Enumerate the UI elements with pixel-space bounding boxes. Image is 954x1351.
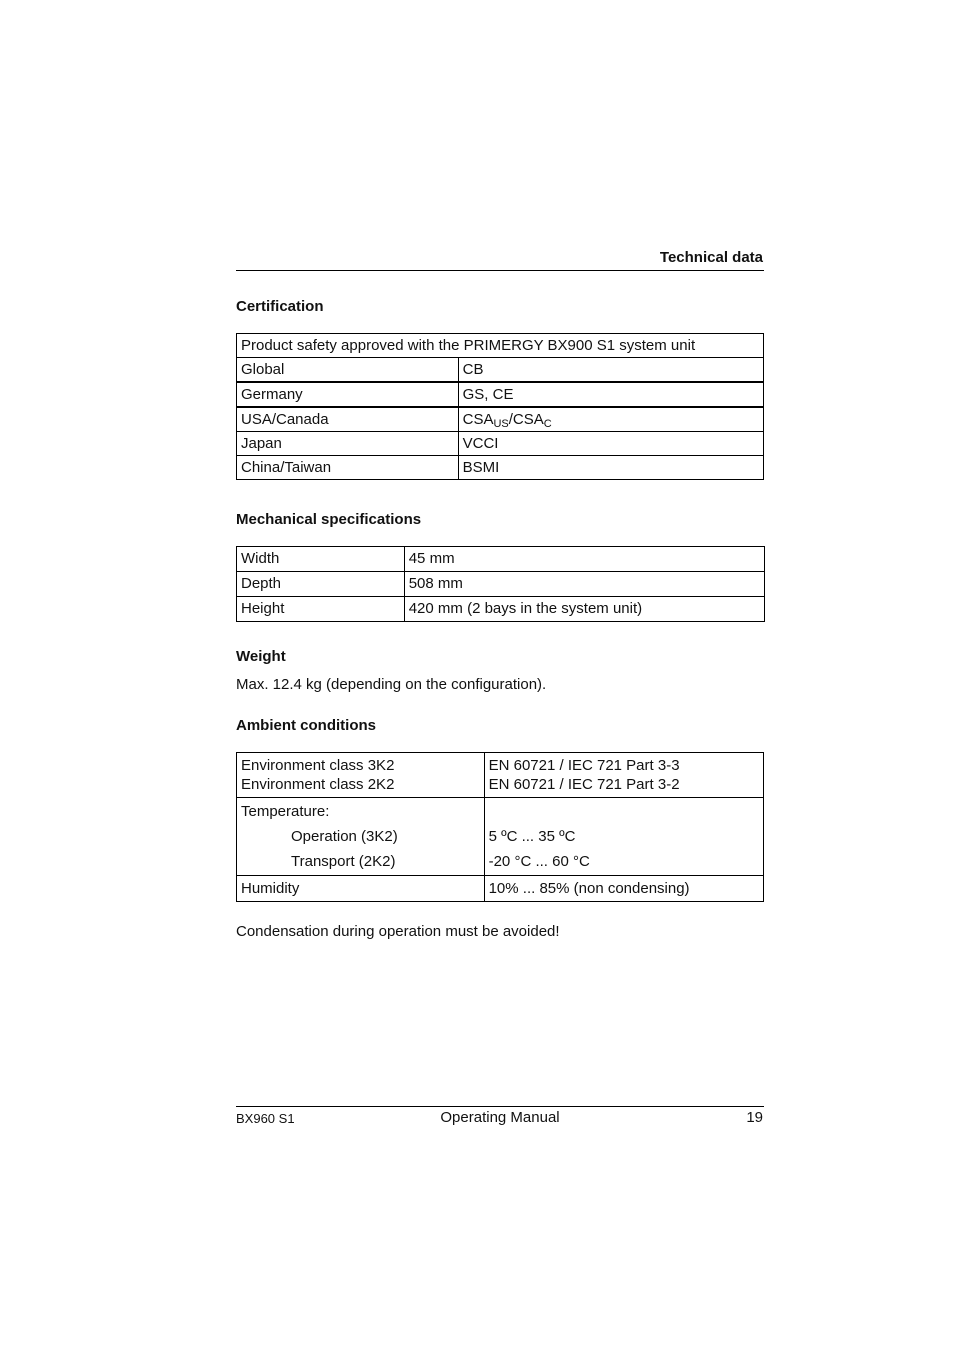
cert-value: VCCI <box>458 432 763 456</box>
weight-heading: Weight <box>236 648 286 665</box>
cert-value: CB <box>458 358 763 383</box>
ambient-class-cell <box>237 753 485 798</box>
table-row <box>237 597 765 622</box>
operation-value: 5 ºC ... 35 ºC <box>488 828 576 845</box>
env-class-line: Environment class 3K2 <box>241 757 395 774</box>
mech-value: 45 mm <box>404 547 764 572</box>
footer-rule <box>236 1106 764 1107</box>
mechanical-heading: Mechanical specifications <box>236 511 422 528</box>
humidity-label: Humidity <box>237 876 485 902</box>
page-number: 19 <box>746 1109 763 1126</box>
footer-product: BX960 S1 <box>236 1111 295 1126</box>
mech-label: Depth <box>237 572 405 597</box>
certification-heading: Certification <box>236 298 324 315</box>
operation-label: Operation (3K2) <box>291 828 398 845</box>
table-row <box>237 798 764 876</box>
transport-value: -20 °C ... 60 °C <box>488 853 590 870</box>
temperature-label: Temperature: <box>241 803 330 820</box>
env-class-line: Environment class 2K2 <box>241 776 395 793</box>
mech-label: Height <box>237 597 405 622</box>
mech-value: 508 mm <box>404 572 764 597</box>
temperature-labels-cell <box>237 798 485 876</box>
cert-region: China/Taiwan <box>237 456 459 480</box>
transport-label: Transport (2K2) <box>291 853 396 870</box>
table-row <box>237 334 764 358</box>
table-row <box>237 572 765 597</box>
temperature-values-cell <box>484 798 763 876</box>
mech-label: Width <box>237 547 405 572</box>
weight-text: Max. 12.4 kg (depending on the configuration). <box>236 676 547 693</box>
table-row <box>237 456 764 480</box>
ambient-heading: Ambient conditions <box>236 717 376 734</box>
cert-value-part: CSA <box>462 411 494 428</box>
ambient-table <box>236 752 764 902</box>
temperature-spacer <box>489 799 759 824</box>
table-row <box>237 358 764 383</box>
cert-value-separator: / <box>508 411 513 428</box>
footer-manual-title: Operating Manual <box>440 1109 560 1126</box>
cert-region: Japan <box>237 432 459 456</box>
cert-region: Global <box>237 358 459 383</box>
cert-value-subscript: US <box>493 418 509 430</box>
cert-value: BSMI <box>458 456 763 480</box>
env-standard-line: EN 60721 / IEC 721 Part 3-2 <box>488 776 680 793</box>
cert-region: Germany <box>237 382 459 407</box>
table-row <box>237 382 764 407</box>
table-row <box>237 876 764 902</box>
table-row <box>237 547 765 572</box>
table-row <box>237 753 764 798</box>
mech-value: 420 mm (2 bays in the system unit) <box>404 597 764 622</box>
cert-value-subscript: C <box>543 418 552 430</box>
env-standard-line: EN 60721 / IEC 721 Part 3-3 <box>488 757 680 774</box>
table-row <box>237 432 764 456</box>
cert-value-part: CSA <box>512 411 544 428</box>
humidity-value: 10% ... 85% (non condensing) <box>484 876 763 902</box>
cert-value: GS, CE <box>458 382 763 407</box>
cert-region: USA/Canada <box>237 407 459 432</box>
ambient-standard-cell <box>484 753 763 798</box>
table-row <box>237 407 764 432</box>
header-rule <box>236 270 764 271</box>
running-header-title: Technical data <box>659 249 763 266</box>
cert-value <box>458 407 763 432</box>
certification-table <box>236 333 764 480</box>
certification-caption: Product safety approved with the PRIMERGY BX900 S1 system unit <box>237 334 764 358</box>
condensation-note: Condensation during operation must be avoided! <box>236 923 560 940</box>
mechanical-table <box>236 546 765 622</box>
